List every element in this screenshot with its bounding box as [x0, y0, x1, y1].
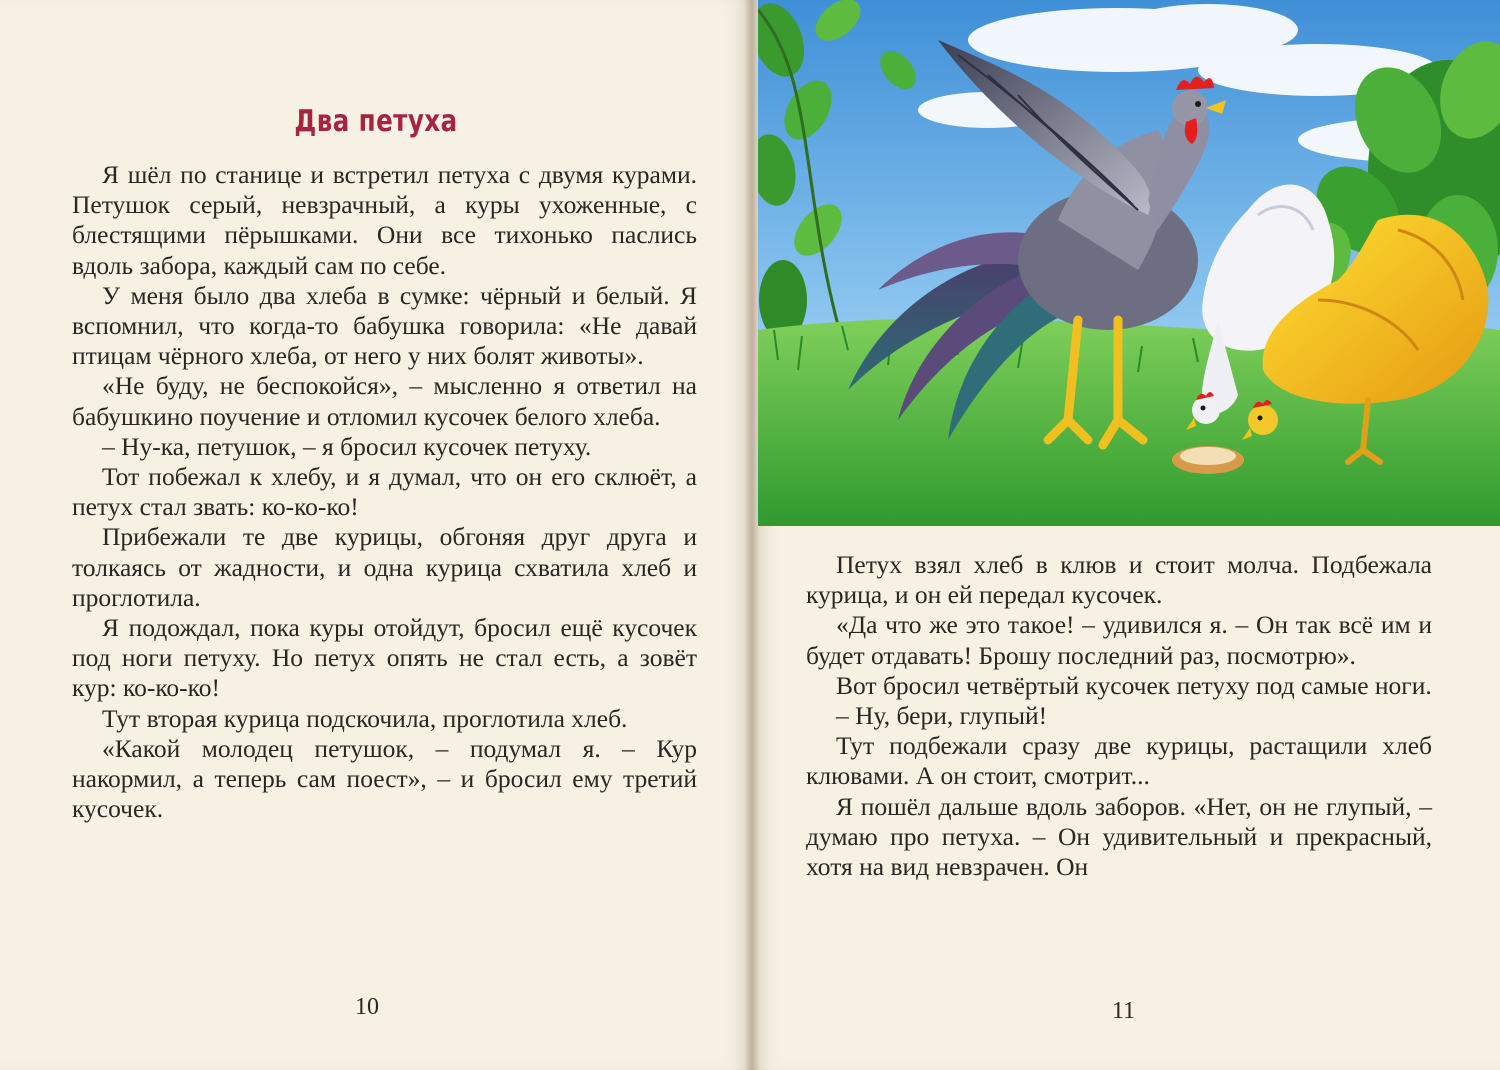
paragraph: Петух взял хлеб в клюв и стоит молча. Подбежала курица, и он ей передал кусочек. [806, 550, 1432, 610]
paragraph: «Какой молодец петушок, – подумал я. – Кур накормил, а теперь сам поест», – и бросил ему третий кусочек. [72, 733, 697, 824]
paragraph: Тут вторая курица подскочила, проглотила хлеб. [102, 703, 628, 733]
paragraph: «Не буду, не беспокойся», – мысленно я ответил на бабушкино поучение и отломил кусочек белого хлеба. [72, 371, 697, 431]
paragraph: У меня было два хлеба в сумке: чёрный и белый. Я вспомнил, что когда-то бабушка говорила: «Не давай птицам чёрного хлеба, от него у них болят животы». [72, 280, 697, 371]
paragraph: – Ну, бери, глупый! [836, 701, 1048, 731]
paragraph: – Ну-ка, петушок, – я бросил кусочек петуху. [102, 431, 592, 461]
paragraph: Прибежали те две курицы, обгоняя друг друга и толкаясь от жадности, и одна курица схватила хлеб и проглотила. [72, 522, 697, 612]
paragraph: «Да что же это такое! – удивился я. – Он так всё им и будет отдавать! Брошу последний раз, посмотрю». [806, 610, 1432, 670]
paragraph: Я шёл по станице и встретил петуха с двумя курами. Петушок серый, невзрачный, а куры ухоженные, с блестящими пёрышками. Они все тихонько паслись вдоль забора, каждый сам по себе. [72, 160, 697, 280]
page-number-left: 10 [355, 994, 379, 1020]
paragraph: Тот побежал к хлебу, и я думал, что он его склюёт, а петух стал звать: ко-ко-ко! [72, 462, 697, 522]
paragraph: Я пошёл дальше вдоль заборов. «Нет, он не глупый, – думаю про петуха. – Он удивительный и прекрасный, хотя на вид невзрачен. Он [806, 791, 1432, 882]
paragraph: Вот бросил четвёртый кусочек петуху под самые ноги. [836, 670, 1432, 700]
rooster-illustration [758, 0, 1500, 526]
paragraph: Я подождал, пока куры отойдут, бросил ещё кусочек под ноги петуху. Но петух опять не стал есть, а зовёт кур: ко-ко-ко! [72, 613, 697, 703]
left-page-text [72, 160, 697, 824]
story-title: Два петуха [294, 104, 458, 139]
page-number-right: 11 [1112, 998, 1136, 1024]
rooster-hens-picture [758, 0, 1500, 526]
right-page-text [806, 550, 1432, 882]
paragraph: Тут подбежали сразу две курицы, растащили хлеб клювами. А он стоит, смотрит... [806, 731, 1432, 791]
